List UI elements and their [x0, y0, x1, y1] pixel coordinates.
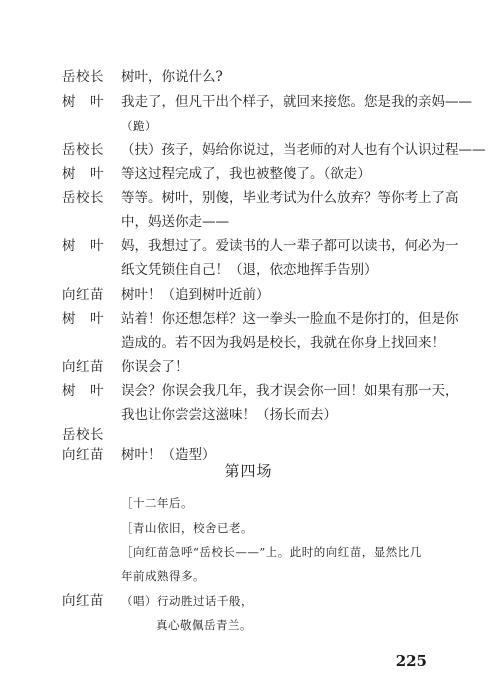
- stage-direction: [0, 564, 497, 588]
- dialogue-text: 等等。树叶，别傻，毕业考试为什么放弃？等你考上了高: [121, 190, 459, 206]
- speaker-name: 树 叶: [62, 94, 104, 110]
- dialogue-line: [0, 307, 497, 331]
- dialogue-line: [0, 379, 497, 403]
- speaker-name: 树 叶: [62, 383, 104, 399]
- dialogue-text: 中，妈送你走——: [121, 214, 229, 230]
- dialogue-text: 树叶，你说什么?: [121, 69, 223, 85]
- dialogue-text: 妈，我想过了。爱读书的人一辈子都可以读书，何必为一: [121, 238, 459, 254]
- dialogue-line: [0, 234, 497, 258]
- dialogue-line: [0, 162, 497, 186]
- speaker-name: 树 叶: [62, 238, 104, 254]
- dialogue-line: [0, 114, 497, 138]
- dialogue-line: [0, 138, 497, 162]
- dialogue-text: （扶）孩子，妈给你说过，当老师的对人也有个认识过程——: [121, 142, 486, 158]
- dialogue-line: [0, 613, 497, 637]
- speaker-name: 岳校长: [62, 69, 104, 85]
- dialogue-text: 树叶！（追到树叶近前）: [121, 287, 270, 303]
- stage-direction: [0, 540, 497, 564]
- speaker-name: 岳校长: [62, 427, 104, 443]
- speaker-name: 向红苗: [62, 593, 104, 609]
- speaker-name: 向红苗: [62, 447, 104, 463]
- dialogue-text: 纸文凭锁住自己！（退，依恋地挥手告别）: [121, 262, 378, 278]
- dialogue-text: 站着！你还想怎样？这一拳头一脸血不是你打的，但是你: [121, 311, 459, 327]
- stage-direction: [0, 516, 497, 540]
- stage-direction-text: ［向红苗急呼“岳校长——”上。此时的向红苗，显然比几: [121, 545, 422, 559]
- dialogue-text: 等这过程完成了，我也被整傻了。（欲走）: [121, 166, 371, 182]
- stage-direction-text: ［十二年后。: [121, 496, 193, 510]
- dialogue-line: [0, 210, 497, 234]
- dialogue-text: 你误会了！: [121, 359, 189, 375]
- song-text: （唱）行动胜过话千般，: [121, 594, 253, 608]
- dialogue-line: [0, 90, 497, 114]
- stage-direction: （跪）: [121, 119, 157, 133]
- speaker-name: 向红苗: [62, 359, 104, 375]
- speaker-name: 岳校长: [62, 190, 104, 206]
- speaker-name: 岳校长: [62, 142, 104, 158]
- dialogue-line: [0, 331, 497, 355]
- speaker-name: 向红苗: [62, 287, 104, 303]
- dialogue-line: [0, 355, 497, 379]
- dialogue-text: 我也让你尝尝这滋味！（扬长而去）: [121, 407, 337, 423]
- stage-direction: [0, 491, 497, 515]
- speaker-name: 树 叶: [62, 166, 104, 182]
- stage-direction-text: 年前成熟得多。: [121, 569, 205, 583]
- dialogue-text: 误会？你误会我几年，我才误会你一回！如果有那一天，: [121, 383, 459, 399]
- dialogue-line: [0, 65, 497, 89]
- scene-title: 第四场: [224, 462, 273, 480]
- dialogue-text: 我走了，但凡干出个样子，就回来接您。您是我的亲妈——: [121, 94, 472, 110]
- stage-direction-text: ［青山依旧，校舍已老。: [121, 521, 253, 535]
- dialogue-line: [0, 186, 497, 210]
- dialogue-line: [0, 258, 497, 282]
- dialogue-text: 树叶！（造型）: [121, 447, 216, 463]
- dialogue-line: [0, 589, 497, 613]
- song-text: 真心敬佩岳青兰。: [156, 618, 252, 632]
- dialogue-text: 造成的。若不因为我妈是校长，我就在你身上找回来！: [121, 335, 445, 351]
- dialogue-line: [0, 283, 497, 307]
- page-number: 225: [395, 652, 427, 670]
- speaker-name: 树 叶: [62, 311, 104, 327]
